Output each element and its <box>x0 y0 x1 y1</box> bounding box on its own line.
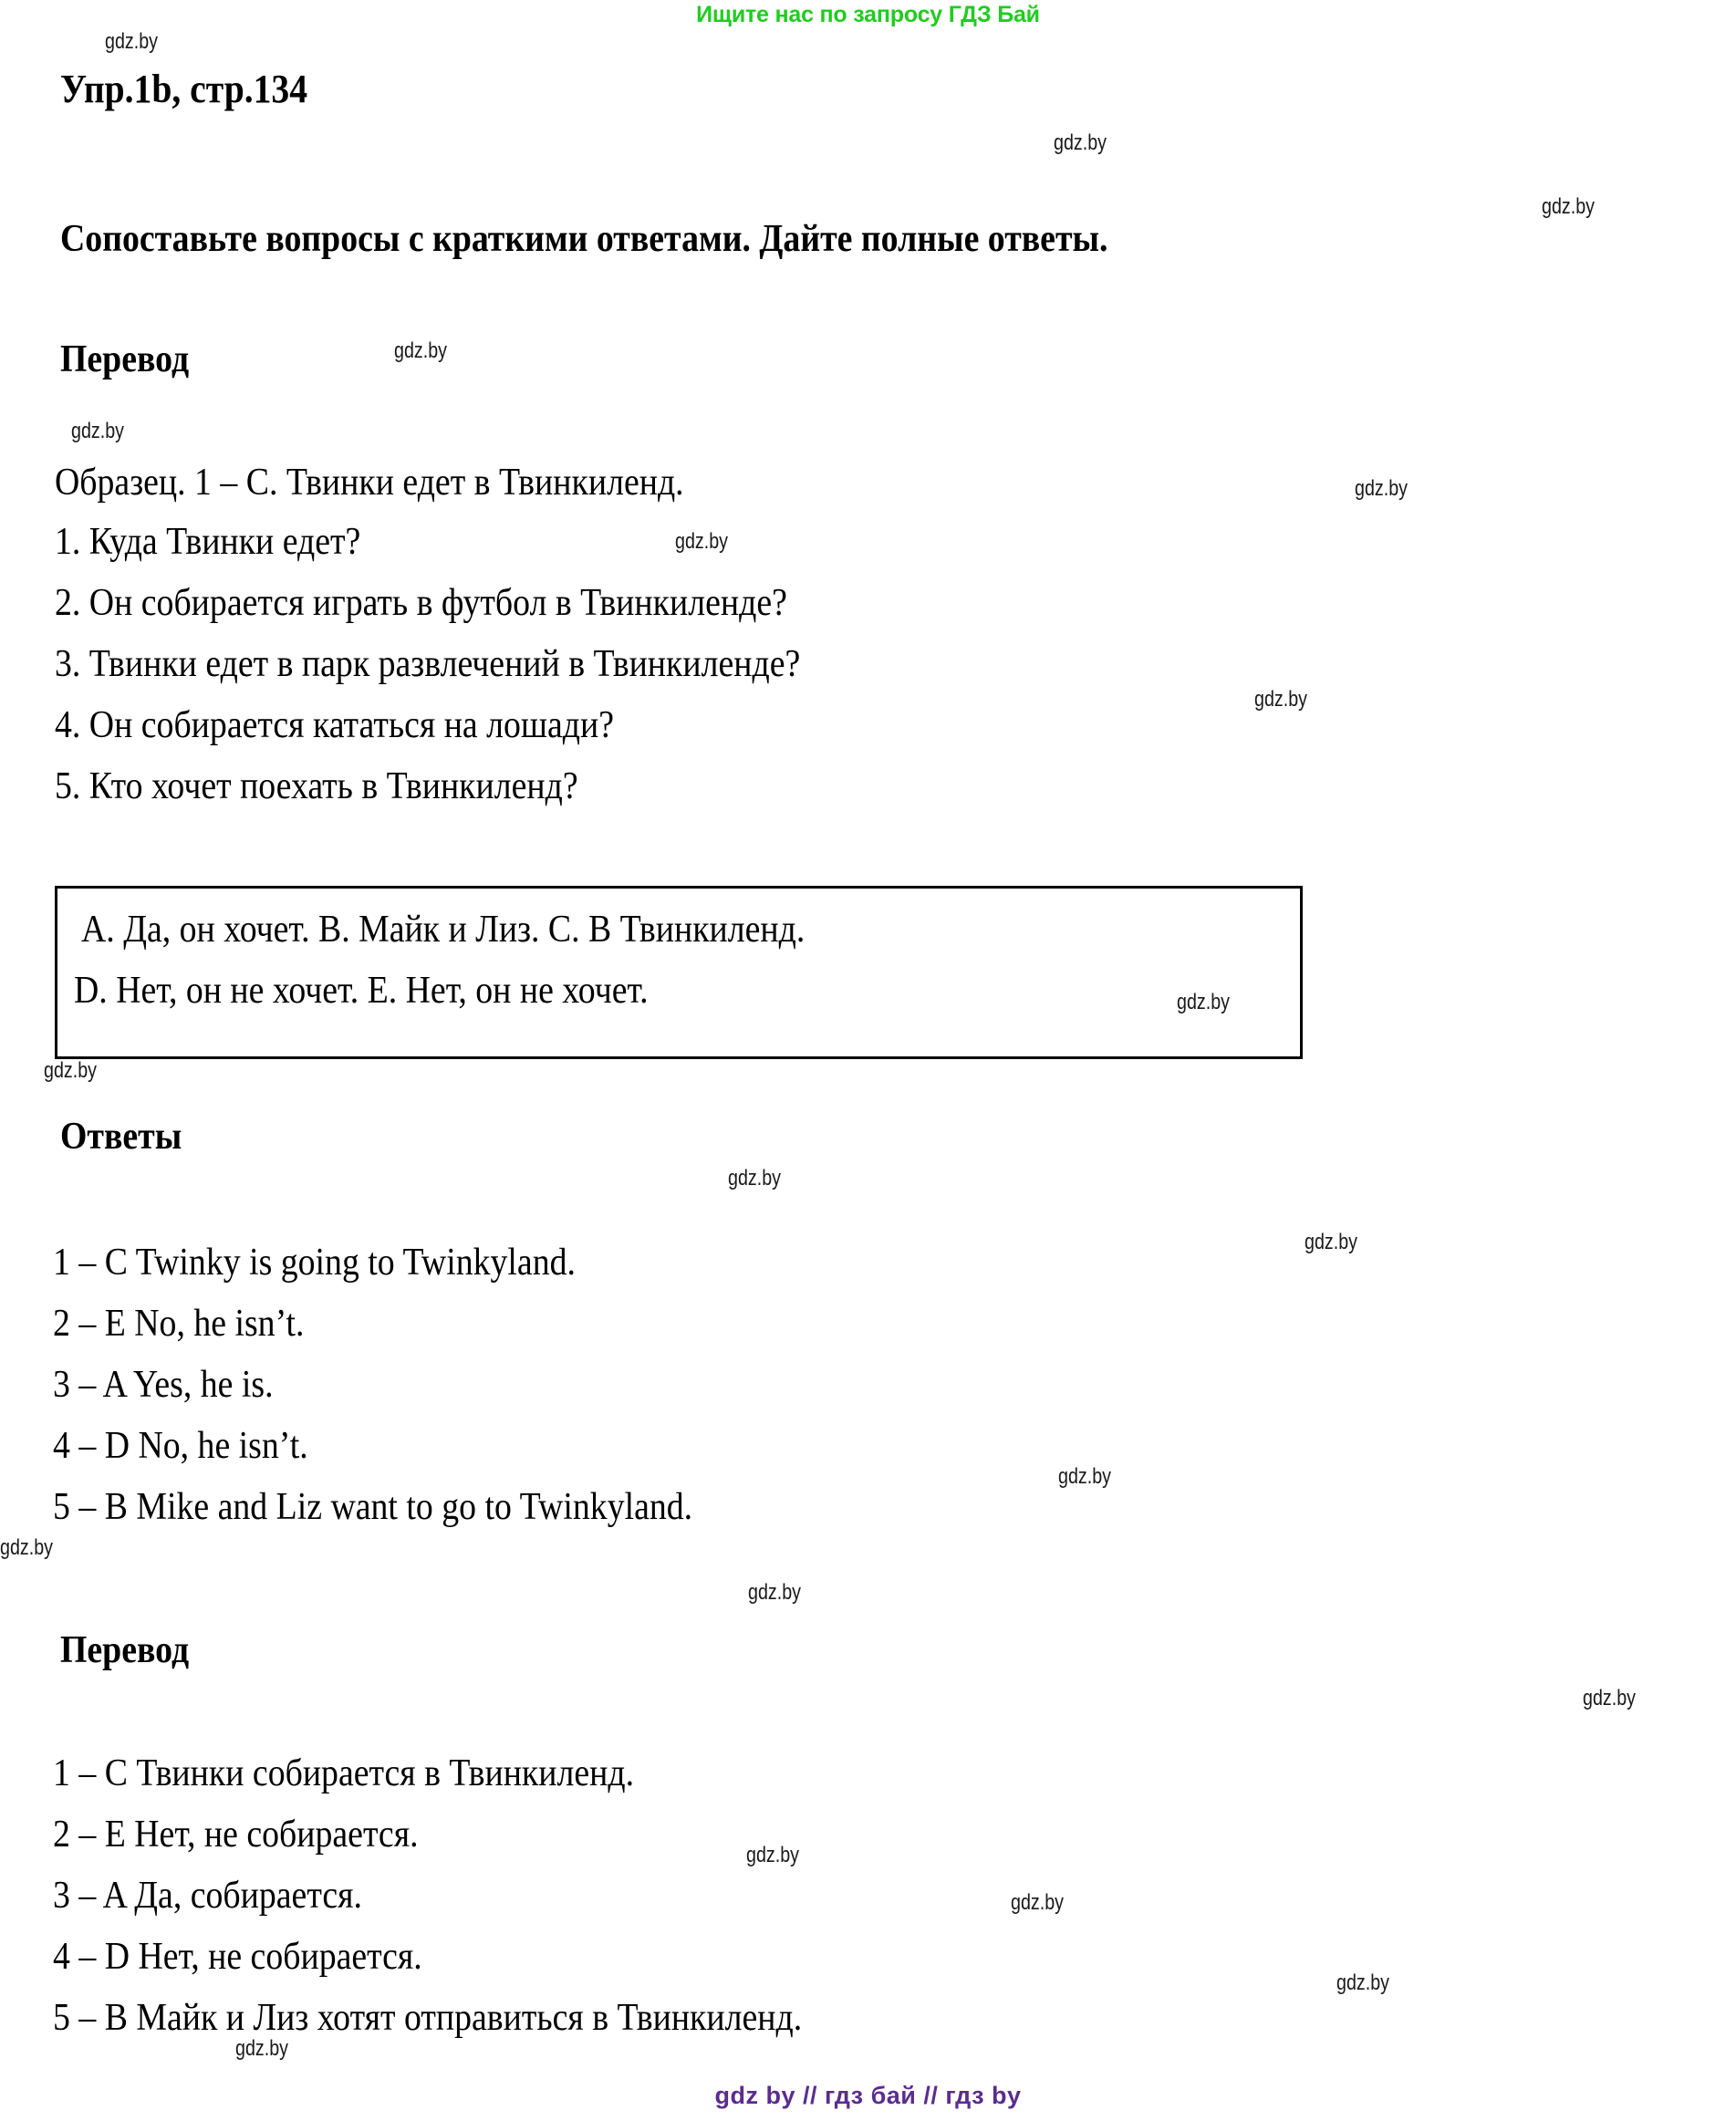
watermark: gdz.by <box>105 29 158 54</box>
section-label-translation-bottom: Перевод <box>60 1629 190 1671</box>
task-instruction: Сопоставьте вопросы с краткими ответами. Дайте полные ответы. <box>60 218 1108 260</box>
watermark: gdz.by <box>71 419 124 443</box>
answer-translation-line: 5 – B Майк и Лиз хотят отправиться в Твинкиленд. <box>53 1997 803 2039</box>
watermark: gdz.by <box>1177 990 1230 1014</box>
question-line: 3. Твинки едет в парк развлечений в Твинкиленде? <box>55 643 801 685</box>
answer-line: 4 – D No, he isn’t. <box>53 1425 308 1467</box>
watermark: gdz.by <box>1305 1230 1357 1254</box>
question-line: 1. Куда Твинки едет? <box>55 521 361 563</box>
answer-translation-line: 3 – A Да, собирается. <box>53 1875 362 1917</box>
page-title: Упр.1b, стр.134 <box>60 67 308 111</box>
answer-line: 3 – A Yes, he is. <box>53 1364 274 1406</box>
short-answer-line: D. Нет, он не хочет. E. Нет, он не хочет. <box>74 970 649 1012</box>
short-answers-box <box>55 886 1303 1059</box>
watermark: gdz.by <box>235 2036 288 2061</box>
watermark: gdz.by <box>44 1058 97 1083</box>
watermark: gdz.by <box>1011 1890 1064 1915</box>
watermark: gdz.by <box>748 1580 801 1605</box>
watermark: gdz.by <box>728 1166 781 1190</box>
watermark: gdz.by <box>1542 194 1595 219</box>
watermark: gdz.by <box>675 529 728 554</box>
answer-translation-line: 2 – E Нет, не собирается. <box>53 1814 419 1856</box>
answer-line: 1 – C Twinky is going to Twinkyland. <box>53 1242 576 1284</box>
top-promo-banner: Ищите нас по запросу ГДЗ Бай <box>696 2 1040 27</box>
watermark: gdz.by <box>746 1843 799 1867</box>
section-label-translation-top: Перевод <box>60 338 190 380</box>
watermark: gdz.by <box>1054 130 1107 155</box>
watermark: gdz.by <box>1355 476 1408 501</box>
watermark: gdz.by <box>1254 687 1307 712</box>
answer-translation-line: 4 – D Нет, не собирается. <box>53 1936 422 1978</box>
watermark: gdz.by <box>0 1535 53 1560</box>
question-line: Образец. 1 – C. Твинки едет в Твинкиленд. <box>55 462 684 504</box>
bottom-promo-banner: gdz by // гдз бай // гдз by <box>714 2082 1022 2109</box>
watermark: gdz.by <box>1583 1686 1636 1710</box>
watermark: gdz.by <box>1058 1464 1111 1489</box>
watermark: gdz.by <box>1336 1970 1389 1995</box>
watermark: gdz.by <box>394 338 447 363</box>
question-line: 2. Он собирается играть в футбол в Твинкиленде? <box>55 582 787 624</box>
answer-line: 2 – E No, he isn’t. <box>53 1303 305 1345</box>
question-line: 5. Кто хочет поехать в Твинкиленд? <box>55 765 578 807</box>
question-line: 4. Он собирается кататься на лошади? <box>55 704 615 746</box>
answer-line: 5 – B Mike and Liz want to go to Twinkyland. <box>53 1486 693 1528</box>
section-label-answers: Ответы <box>60 1116 182 1158</box>
answer-translation-line: 1 – C Твинки собирается в Твинкиленд. <box>53 1752 635 1794</box>
short-answer-line: A. Да, он хочет. B. Майк и Лиз. C. В Твинкиленд. <box>81 909 806 951</box>
